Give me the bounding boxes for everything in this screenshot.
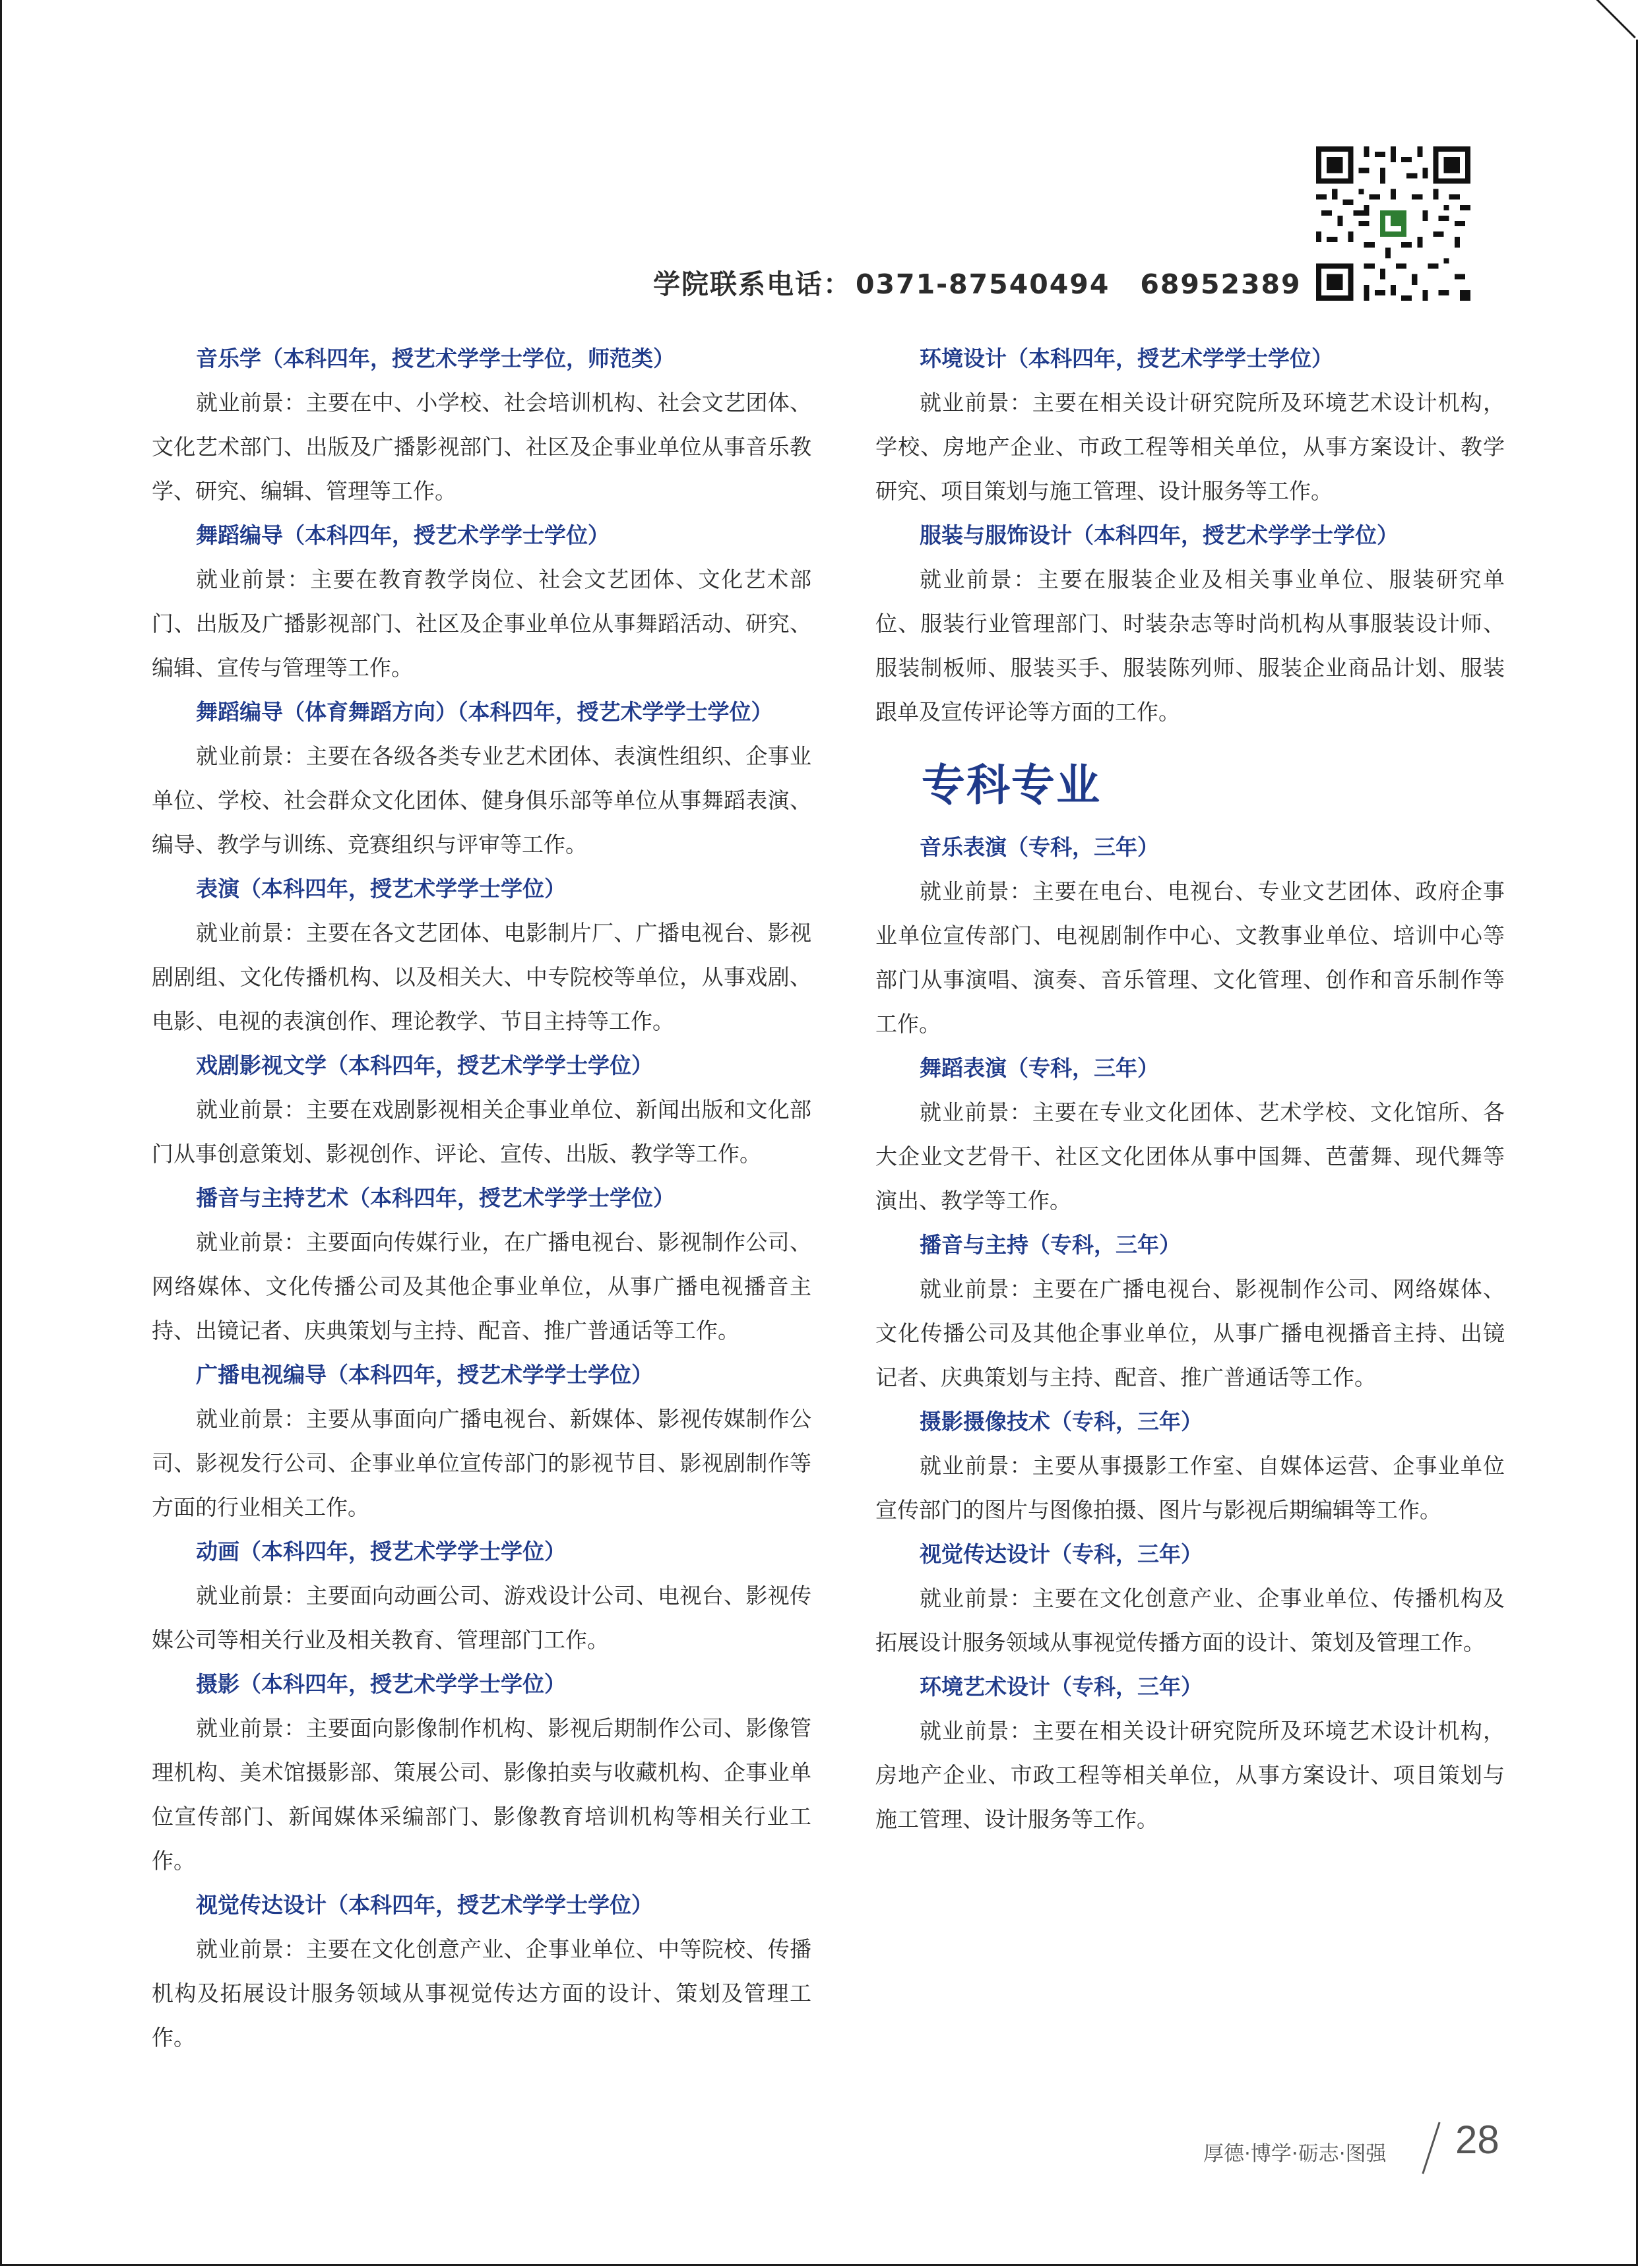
major-title: 播音与主持艺术（本科四年，授艺术学学士学位） xyxy=(196,1185,675,1211)
major-entry xyxy=(152,1529,811,1662)
major-title: 戏剧影视文学（本科四年，授艺术学学士学位） xyxy=(196,1053,653,1078)
major-entry xyxy=(152,1883,811,2060)
major-description: 就业前景：主要在广播电视台、影视制作公司、网络媒体、文化传播公司及其他企事业单位，从事广播电视播音主持、出镜记者、庆典策划与主持、配音、推广普通话等工作。 xyxy=(875,1276,1505,1390)
major-entry xyxy=(875,513,1505,734)
major-title: 表演（本科四年，授艺术学学士学位） xyxy=(196,876,566,902)
right-column xyxy=(875,336,1505,1841)
major-title: 服装与服饰设计（本科四年，授艺术学学士学位） xyxy=(920,522,1399,548)
major-description: 就业前景：主要在相关设计研究院所及环境艺术设计机构，学校、房地产企业、市政工程等相关单位，从事方案设计、教学研究、项目策划与施工管理、设计服务等工作。 xyxy=(875,390,1505,504)
footer-motto: 厚德·博学·砺志·图强 xyxy=(1203,2142,1387,2166)
major-entry xyxy=(152,1662,811,1883)
qr-code-icon xyxy=(1316,146,1470,301)
major-entry xyxy=(875,1399,1505,1532)
major-title: 舞蹈编导（本科四年，授艺术学学士学位） xyxy=(196,522,610,548)
major-title: 摄影（本科四年，授艺术学学士学位） xyxy=(196,1671,566,1697)
major-entry xyxy=(875,1665,1505,1841)
major-description: 就业前景：主要面向动画公司、游戏设计公司、电视台、影视传媒公司等相关行业及相关教育、管理部门工作。 xyxy=(152,1583,811,1653)
major-title: 动画（本科四年，授艺术学学士学位） xyxy=(196,1539,566,1564)
contact-phone-1: 0371-87540494 xyxy=(856,268,1110,300)
major-entry xyxy=(152,1043,811,1176)
major-entry xyxy=(875,1223,1505,1399)
major-title: 舞蹈编导（体育舞蹈方向）（本科四年，授艺术学学士学位） xyxy=(196,699,773,725)
contact-phone-2: 68952389 xyxy=(1140,268,1302,300)
contact-label: 学院联系电话： xyxy=(653,268,852,300)
major-entry xyxy=(152,513,811,690)
major-description: 就业前景：主要在中、小学校、社会培训机构、社会文艺团体、文化艺术部门、出版及广播影视部门、社区及企事业单位从事音乐教学、研究、编辑、管理等工作。 xyxy=(152,390,811,504)
left-column xyxy=(152,336,811,2060)
major-description: 就业前景：主要在各级各类专业艺术团体、表演性组织、企事业单位、学校、社会群众文化团体、健身俱乐部等单位从事舞蹈表演、编导、教学与训练、竞赛组织与评审等工作。 xyxy=(152,743,811,857)
major-title: 广播电视编导（本科四年，授艺术学学士学位） xyxy=(196,1362,653,1388)
major-title: 播音与主持（专科，三年） xyxy=(920,1232,1181,1258)
major-description: 就业前景：主要从事摄影工作室、自媒体运营、企事业单位宣传部门的图片与图像拍摄、图片与影视后期编辑等工作。 xyxy=(875,1453,1505,1523)
major-title: 摄影摄像技术（专科，三年） xyxy=(920,1409,1203,1434)
major-description: 就业前景：主要在戏剧影视相关企事业单位、新闻出版和文化部门从事创意策划、影视创作、评论、宣传、出版、教学等工作。 xyxy=(152,1097,811,1167)
major-description: 就业前景：主要在各文艺团体、电影制片厂、广播电视台、影视剧剧组、文化传播机构、以及相关大、中专院校等单位，从事戏剧、电影、电视的表演创作、理论教学、节目主持等工作。 xyxy=(152,920,811,1034)
contact-phone-line xyxy=(653,262,1302,301)
major-entry xyxy=(152,867,811,1043)
major-title: 环境设计（本科四年，授艺术学学士学位） xyxy=(920,346,1333,371)
major-title: 音乐学（本科四年，授艺术学学士学位，师范类） xyxy=(196,346,675,371)
major-title: 音乐表演（专科，三年） xyxy=(920,834,1159,860)
major-description: 就业前景：主要在专业文化团体、艺术学校、文化馆所、各大企业文艺骨干、社区文化团体从事中国舞、芭蕾舞、现代舞等演出、教学等工作。 xyxy=(875,1099,1505,1213)
major-description: 就业前景：主要从事面向广播电视台、新媒体、影视传媒制作公司、影视发行公司、企事业单位宣传部门的影视节目、影视剧制作等方面的行业相关工作。 xyxy=(152,1406,811,1520)
major-description: 就业前景：主要在文化创意产业、企事业单位、传播机构及拓展设计服务领域从事视觉传播方面的设计、策划及管理工作。 xyxy=(875,1585,1505,1655)
major-entry xyxy=(875,336,1505,513)
major-description: 就业前景：主要在文化创意产业、企事业单位、中等院校、传播机构及拓展设计服务领域从事视觉传达方面的设计、策划及管理工作。 xyxy=(152,1936,811,2050)
major-title: 视觉传达设计（专科，三年） xyxy=(920,1541,1203,1567)
major-description: 就业前景：主要在服装企业及相关事业单位、服装研究单位、服装行业管理部门、时装杂志等时尚机构从事服装设计师、服装制板师、服装买手、服装陈列师、服装企业商品计划、服装跟单及宣传评论等方面的工作。 xyxy=(875,567,1505,725)
major-entry xyxy=(152,1176,811,1353)
major-description: 就业前景：主要在相关设计研究院所及环境艺术设计机构，房地产企业、市政工程等相关单位，从事方案设计、项目策划与施工管理、设计服务等工作。 xyxy=(875,1718,1505,1832)
major-description: 就业前景：主要在电台、电视台、专业文艺团体、政府企事业单位宣传部门、电视剧制作中心、文教事业单位、培训中心等部门从事演唱、演奏、音乐管理、文化管理、创作和音乐制作等工作。 xyxy=(875,878,1505,1037)
footer-divider xyxy=(1422,2122,1440,2174)
major-entry xyxy=(152,690,811,867)
major-entry xyxy=(875,825,1505,1046)
major-entry xyxy=(875,1046,1505,1223)
major-description: 就业前景：主要面向影像制作机构、影视后期制作公司、影像管理机构、美术馆摄影部、策展公司、影像拍卖与收藏机构、企事业单位宣传部门、新闻媒体采编部门、影像教育培训机构等相关行业工作。 xyxy=(152,1715,811,1874)
major-entry xyxy=(152,336,811,513)
major-description: 就业前景：主要在教育教学岗位、社会文艺团体、文化艺术部门、出版及广播影视部门、社区及企事业单位从事舞蹈活动、研究、编辑、宣传与管理等工作。 xyxy=(152,567,811,681)
page-number: 28 xyxy=(1455,2118,1499,2162)
major-title: 舞蹈表演（专科，三年） xyxy=(920,1055,1159,1081)
major-entry xyxy=(152,1353,811,1529)
major-description: 就业前景：主要面向传媒行业，在广播电视台、影视制作公司、网络媒体、文化传播公司及其他企事业单位，从事广播电视播音主持、出镜记者、庆典策划与主持、配音、推广普通话等工作。 xyxy=(152,1229,811,1343)
major-entry xyxy=(875,1532,1505,1665)
major-title: 视觉传达设计（本科四年，授艺术学学士学位） xyxy=(196,1892,653,1918)
section-title: 专科专业 xyxy=(922,760,1101,811)
major-title: 环境艺术设计（专科，三年） xyxy=(920,1674,1203,1700)
